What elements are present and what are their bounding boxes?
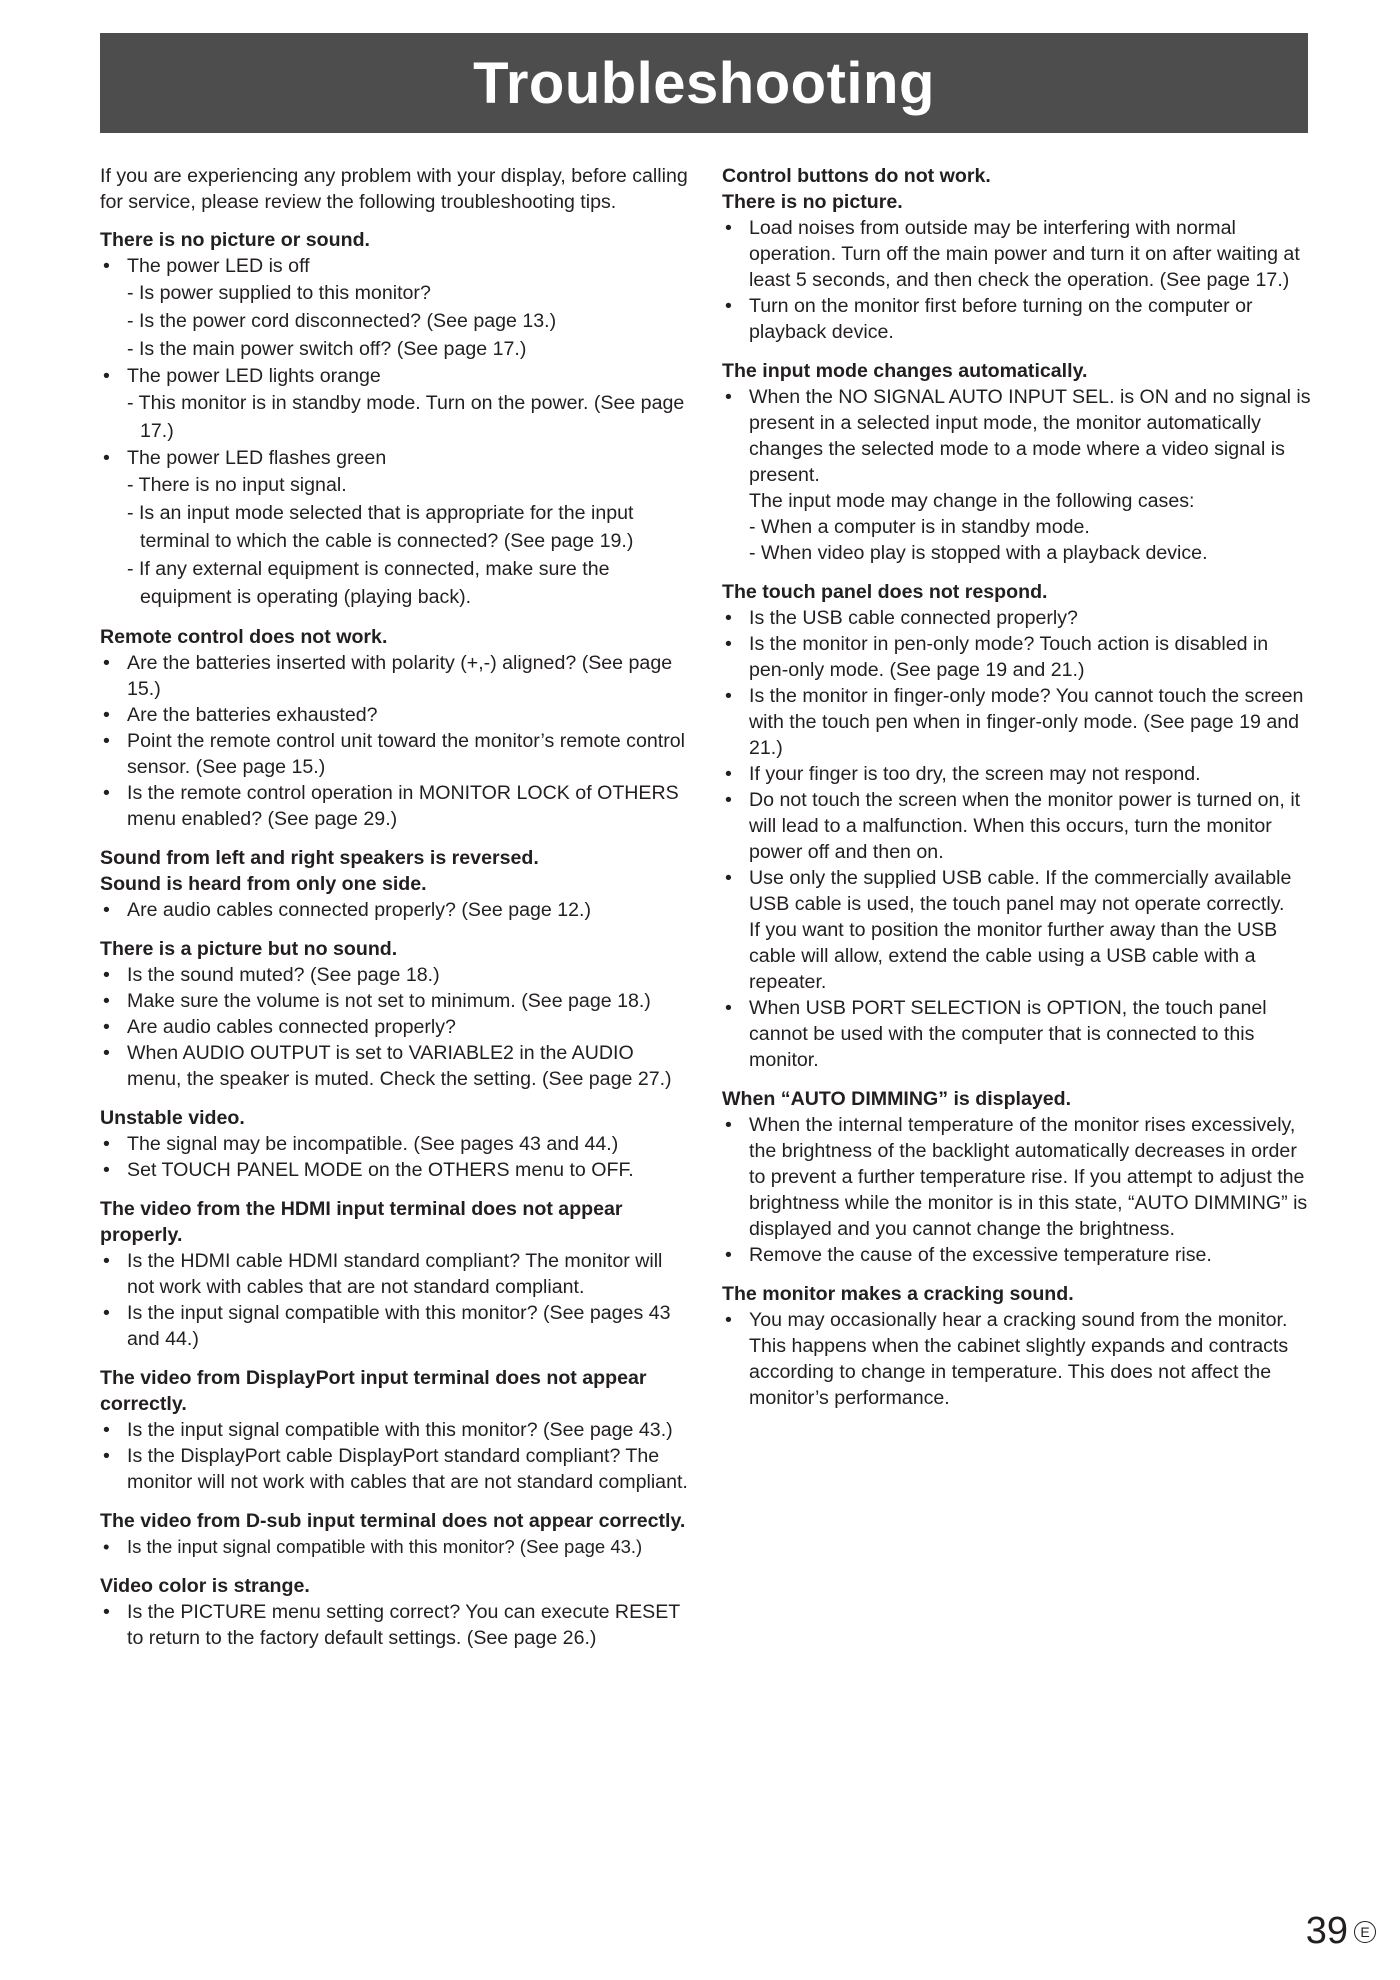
troubleshooting-section bbox=[722, 579, 1312, 1073]
bullet-item: • Set TOUCH PANEL MODE on the OTHERS menu to OFF. bbox=[100, 1157, 690, 1183]
troubleshooting-section bbox=[722, 1281, 1312, 1411]
section-heading: Sound from left and right speakers is reversed. bbox=[100, 847, 539, 869]
bullet-item: • Is the input signal compatible with this monitor? (See pages 43 and 44.) bbox=[100, 1300, 690, 1352]
bullet-item: • Are audio cables connected properly? (See page 12.) bbox=[100, 897, 690, 923]
troubleshooting-section bbox=[100, 1196, 690, 1352]
bullet-item: • When the internal temperature of the monitor rises excessively, the brightness of the backlight automatically decreases in order to prevent a further temperature rise. If you attempt to adjust the brightness while the monitor is in this state, “AUTO DIMMING” is displayed and you cannot change the brightness. bbox=[722, 1112, 1312, 1242]
bullet-item: • The power LED lights orange bbox=[100, 363, 690, 389]
bullet-item: • Is the remote control operation in MONITOR LOCK of OTHERS menu enabled? (See page 29.) bbox=[100, 780, 690, 832]
bullet-item: • When the NO SIGNAL AUTO INPUT SEL. is ON and no signal is present in a selected input mode, the monitor automatically changes the selected mode to a mode where a video signal is present. bbox=[722, 384, 1312, 488]
bullet-item: • Load noises from outside may be interfering with normal operation. Turn off the main power and turn it on after waiting at least 5 seconds, and then check the operation. (See page 17.) bbox=[722, 215, 1312, 293]
continuation-text: - When a computer is in standby mode. bbox=[749, 516, 1090, 538]
page-number: 39 bbox=[1305, 1910, 1348, 1952]
bullet-item: • Point the remote control unit toward the monitor’s remote control sensor. (See page 15.) bbox=[100, 728, 690, 780]
sub-item: - This monitor is in standby mode. Turn on the power. (See page 17.) bbox=[127, 392, 685, 442]
bullet-item: • You may occasionally hear a cracking sound from the monitor. This happens when the cabinet slightly expands and contracts according to change in temperature. This does not affect the monitor’s performance. bbox=[722, 1307, 1312, 1411]
language-mark: E bbox=[1360, 1923, 1370, 1940]
section-heading: Video color is strange. bbox=[100, 1575, 310, 1597]
troubleshooting-section bbox=[100, 1508, 690, 1560]
title-banner bbox=[100, 33, 1308, 133]
section-heading: There is no picture. bbox=[722, 191, 903, 213]
bullet-item: • Is the DisplayPort cable DisplayPort standard compliant? The monitor will not work with cables that are not standard compliant. bbox=[100, 1443, 690, 1495]
bullet-item: • Use only the supplied USB cable. If the commercially available USB cable is used, the touch panel may not operate correctly. bbox=[722, 865, 1312, 917]
bullet-item: • When USB PORT SELECTION is OPTION, the touch panel cannot be used with the computer that is connected to this monitor. bbox=[722, 995, 1312, 1073]
section-heading: The touch panel does not respond. bbox=[722, 581, 1048, 603]
bullet-item: • Is the PICTURE menu setting correct? You can execute RESET to return to the factory default settings. (See page 26.) bbox=[100, 1599, 690, 1651]
troubleshooting-section bbox=[100, 1105, 690, 1183]
bullet-item: • The signal may be incompatible. (See pages 43 and 44.) bbox=[100, 1131, 690, 1157]
section-heading: There is no picture or sound. bbox=[100, 229, 370, 251]
page-title: Troubleshooting bbox=[473, 50, 935, 116]
bullet-item: • Make sure the volume is not set to minimum. (See page 18.) bbox=[100, 988, 690, 1014]
troubleshooting-section bbox=[100, 624, 690, 832]
bullet-item: • Remove the cause of the excessive temperature rise. bbox=[722, 1242, 1312, 1268]
section-heading: When “AUTO DIMMING” is displayed. bbox=[722, 1088, 1072, 1110]
section-heading: Remote control does not work. bbox=[100, 626, 388, 648]
sub-item: - If any external equipment is connected, make sure the equipment is operating (playing back). bbox=[127, 558, 610, 608]
troubleshooting-section bbox=[100, 845, 690, 923]
bullet-item: • When AUDIO OUTPUT is set to VARIABLE2 in the AUDIO menu, the speaker is muted. Check the setting. (See page 27.) bbox=[100, 1040, 690, 1092]
left-column bbox=[100, 163, 690, 1664]
troubleshooting-section bbox=[722, 1086, 1312, 1268]
bullet-item: • Turn on the monitor first before turning on the computer or playback device. bbox=[722, 293, 1312, 345]
sub-item: - Is an input mode selected that is appropriate for the input terminal to which the cable is connected? (See page 19.) bbox=[127, 502, 634, 552]
sub-item: - There is no input signal. bbox=[127, 474, 347, 496]
troubleshooting-section bbox=[100, 1573, 690, 1651]
sub-item: - Is the main power switch off? (See page 17.) bbox=[127, 338, 527, 360]
sub-item: - Is the power cord disconnected? (See page 13.) bbox=[127, 310, 557, 332]
continuation-text: - When video play is stopped with a playback device. bbox=[749, 542, 1208, 564]
continuation-text: The input mode may change in the following cases: bbox=[749, 490, 1195, 512]
bullet-item: • Is the monitor in pen-only mode? Touch action is disabled in pen-only mode. (See page 19 and 21.) bbox=[722, 631, 1312, 683]
section-heading: The video from D-sub input terminal does not appear correctly. bbox=[100, 1510, 686, 1532]
page-footer bbox=[1306, 1910, 1376, 1953]
right-column bbox=[722, 163, 1312, 1424]
bullet-item: • Is the input signal compatible with this monitor? (See page 43.) bbox=[100, 1417, 690, 1443]
troubleshooting-section bbox=[100, 1365, 690, 1495]
intro-paragraph: If you are experiencing any problem with your display, before calling for service, please review the following troubleshooting tips. bbox=[100, 165, 688, 213]
troubleshooting-section bbox=[100, 227, 690, 611]
bullet-item: • Is the USB cable connected properly? bbox=[722, 605, 1312, 631]
section-heading: Sound is heard from only one side. bbox=[100, 873, 427, 895]
section-heading: Control buttons do not work. bbox=[722, 165, 991, 187]
bullet-item: • Do not touch the screen when the monitor power is turned on, it will lead to a malfunction. When this occurs, turn the monitor power off and then on. bbox=[722, 787, 1312, 865]
section-heading: The input mode changes automatically. bbox=[722, 360, 1088, 382]
bullet-item: • Is the monitor in finger-only mode? You cannot touch the screen with the touch pen when in finger-only mode. (See page 19 and 21.) bbox=[722, 683, 1312, 761]
section-heading: The monitor makes a cracking sound. bbox=[722, 1283, 1074, 1305]
section-heading: The video from the HDMI input terminal does not appear properly. bbox=[100, 1198, 623, 1246]
bullet-item: • Is the HDMI cable HDMI standard compliant? The monitor will not work with cables that are not standard compliant. bbox=[100, 1248, 690, 1300]
troubleshooting-section bbox=[722, 358, 1312, 566]
continuation-text: If you want to position the monitor further away than the USB cable will allow, extend the cable using a USB cable with a repeater. bbox=[749, 919, 1278, 993]
bullet-item: • Is the input signal compatible with this monitor? (See page 43.) bbox=[100, 1534, 690, 1560]
troubleshooting-section bbox=[722, 163, 1312, 345]
bullet-item: • The power LED flashes green bbox=[100, 445, 690, 471]
bullet-item: • If your finger is too dry, the screen may not respond. bbox=[722, 761, 1312, 787]
section-heading: There is a picture but no sound. bbox=[100, 938, 398, 960]
section-heading: Unstable video. bbox=[100, 1107, 245, 1129]
bullet-item: • Are audio cables connected properly? bbox=[100, 1014, 690, 1040]
bullet-item: • The power LED is off bbox=[100, 253, 690, 279]
language-mark-icon bbox=[1354, 1921, 1376, 1943]
bullet-item: • Are the batteries exhausted? bbox=[100, 702, 690, 728]
troubleshooting-section bbox=[100, 936, 690, 1092]
bullet-item: • Are the batteries inserted with polarity (+,-) aligned? (See page 15.) bbox=[100, 650, 690, 702]
bullet-item: • Is the sound muted? (See page 18.) bbox=[100, 962, 690, 988]
sub-item: - Is power supplied to this monitor? bbox=[127, 282, 431, 304]
section-heading: The video from DisplayPort input terminal does not appear correctly. bbox=[100, 1367, 647, 1415]
